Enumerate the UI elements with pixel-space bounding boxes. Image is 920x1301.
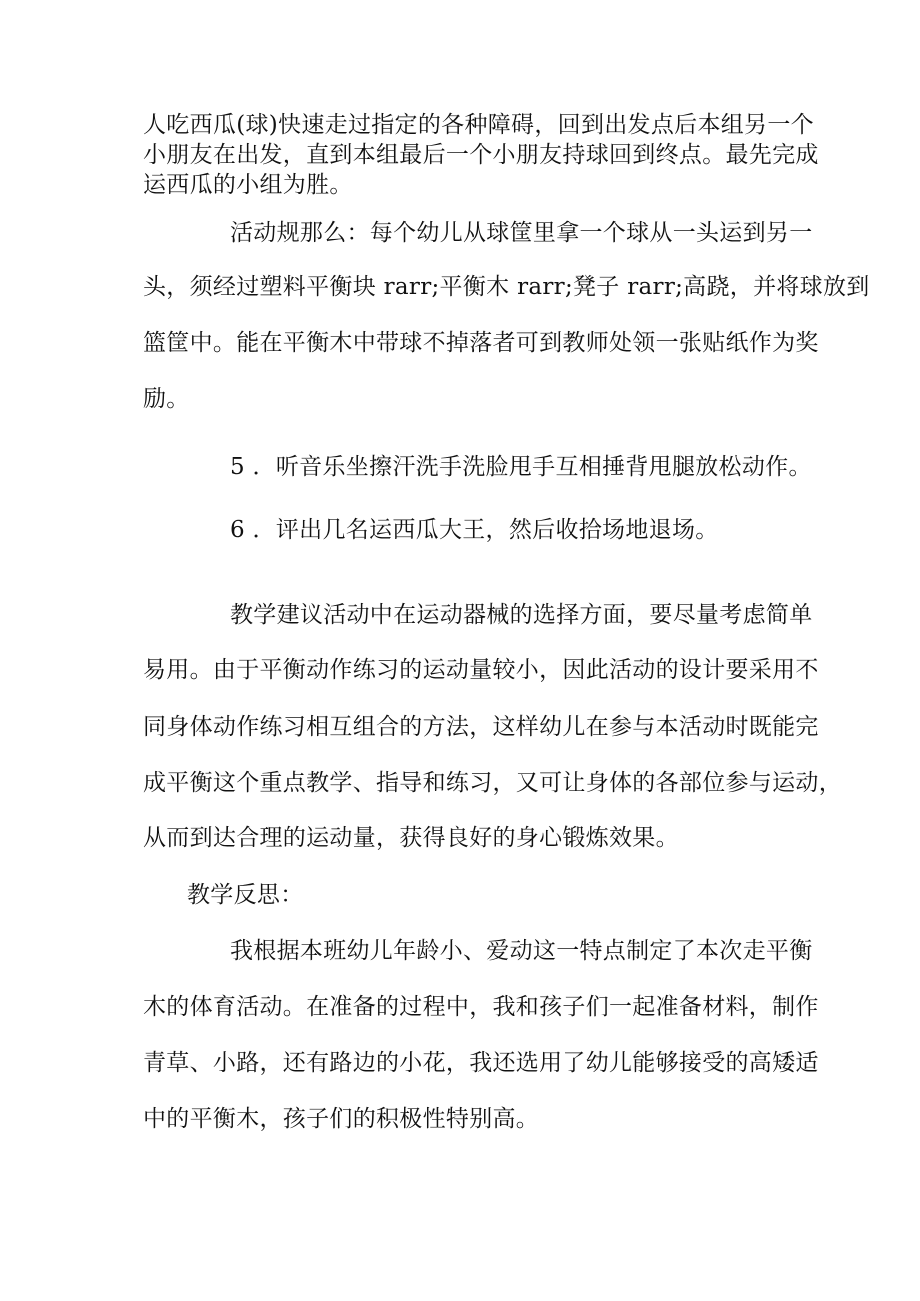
text-line: 头，须经过塑料平衡块 rarr;平衡木 rarr;凳子 rarr;高跷，并将球放到	[143, 274, 870, 300]
text-line: 运西瓜的小组为胜。	[143, 172, 353, 198]
text-line: 人吃西瓜(球)快速走过指定的各种障碍，回到出发点后本组另一个	[143, 112, 814, 138]
text-line: 同身体动作练习相互组合的方法，这样幼儿在参与本活动时既能完	[143, 714, 819, 740]
list-item-5: 5 ．听音乐坐擦汗洗手洗脸甩手互相捶背甩腿放松动作。	[230, 454, 812, 480]
text-line: 成平衡这个重点教学、指导和练习，又可让身体的各部位参与运动，	[143, 770, 842, 796]
text-line: 小朋友在出发，直到本组最后一个小朋友持球回到终点。最先完成	[143, 142, 819, 168]
text-line: 木的体育活动。在准备的过程中，我和孩子们一起准备材料，制作	[143, 994, 819, 1020]
text-line: 教学建议活动中在运动器械的选择方面，要尽量考虑简单	[230, 602, 813, 628]
text-line: 从而到达合理的运动量，获得良好的身心锻炼效果。	[143, 825, 679, 851]
text-line: 中的平衡木，孩子们的积极性特别高。	[143, 1106, 540, 1132]
section-heading: 教学反思：	[187, 882, 304, 908]
list-item-6: 6 ．评出几名运西瓜大王，然后收拾场地退场。	[230, 517, 719, 543]
text-line: 青草、小路，还有路边的小花，我还选用了幼儿能够接受的高矮适	[143, 1050, 819, 1076]
text-line: 我根据本班幼儿年龄小、爱动这一特点制定了本次走平衡	[230, 938, 813, 964]
text-line: 易用。由于平衡动作练习的运动量较小，因此活动的设计要采用不	[143, 657, 819, 683]
text-line: 活动规那么：每个幼儿从球筐里拿一个球从一头运到另一	[230, 220, 813, 246]
text-line: 励。	[143, 386, 190, 412]
text-line: 篮筐中。能在平衡木中带球不掉落者可到教师处领一张贴纸作为奖	[143, 330, 819, 356]
